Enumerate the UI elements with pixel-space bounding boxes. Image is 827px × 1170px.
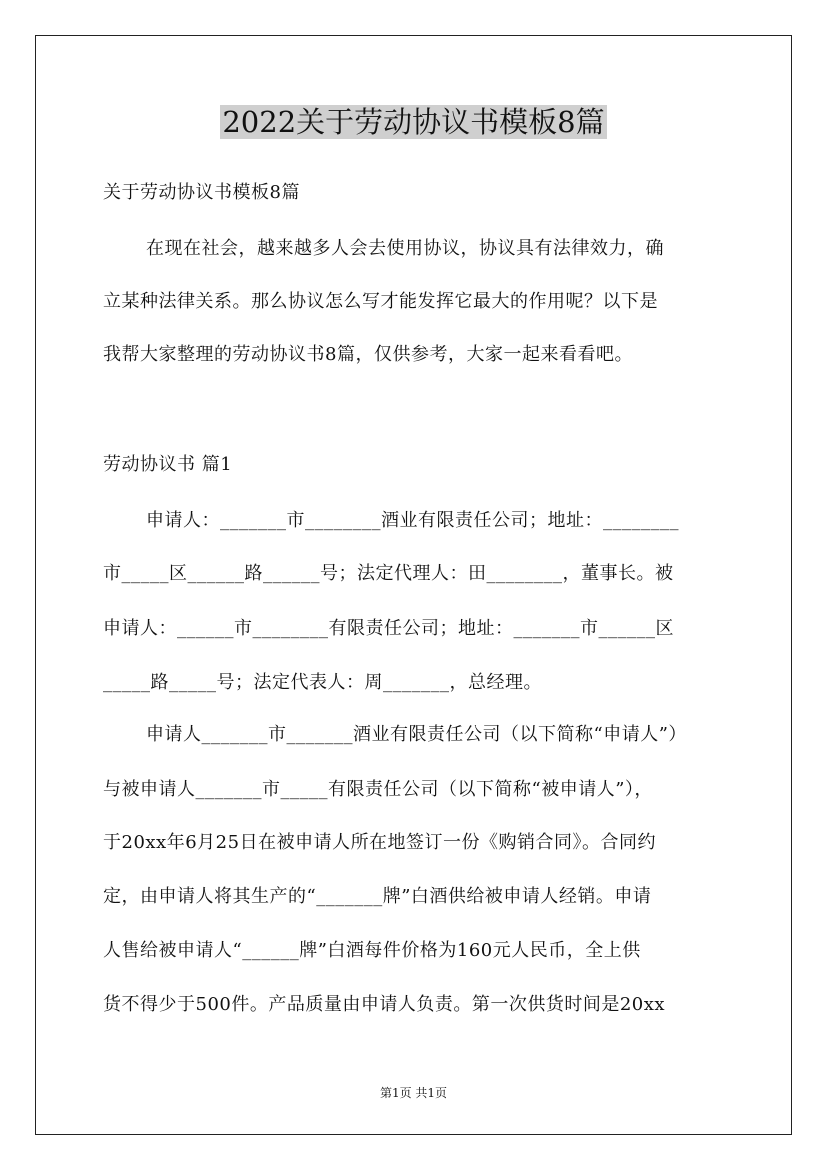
paragraph-2-line-6: 货不得少于500件。产品质量由申请人负责。第一次供货时间是20xx (103, 994, 666, 1015)
paragraph-1-line-2: 市_____区______路______号；法定代理人：田________，董事长。被 (103, 563, 674, 584)
page-footer: 第1页 共1页 (379, 1086, 448, 1100)
paragraph-2-line-4: 定，由申请人将其生产的“_______牌”白酒供给被申请人经销。申请 (103, 886, 652, 907)
paragraph-1-line-4: _____路_____号；法定代表人：周_______，总经理。 (103, 672, 542, 693)
section-heading: 劳动协议书 篇1 (103, 454, 233, 475)
document-title-text: 2022关于劳动协议书模板8篇 (222, 105, 605, 139)
subtitle-line: 关于劳动协议书模板8篇 (103, 182, 300, 203)
paragraph-2-line-5: 人售给被申请人“______牌”白酒每件价格为160元人民币，全上供 (103, 940, 641, 961)
document-title (0, 101, 827, 143)
paragraph-2-line-2: 与被申请人_______市_____有限责任公司（以下简称“被申请人”）， (103, 779, 653, 800)
paragraph-2-line-1: 申请人_______市_______酒业有限责任公司（以下简称“申请人”） (146, 724, 687, 745)
intro-line-2: 立某种法律关系。那么协议怎么写才能发挥它最大的作用呢？以下是 (103, 291, 658, 312)
intro-line-1: 在现在社会，越来越多人会去使用协议，协议具有法律效力，确 (146, 238, 664, 259)
intro-line-3: 我帮大家整理的劳动协议书8篇，仅供参考，大家一起来看看吧。 (103, 344, 633, 365)
paragraph-1-line-3: 申请人：______市________有限责任公司；地址：_______市______区 (103, 618, 674, 639)
paragraph-1-line-1: 申请人：_______市________酒业有限责任公司；地址：________ (146, 510, 679, 531)
paragraph-2-line-3: 于20xx年6月25日在被申请人所在地签订一份《购销合同》。合同约 (103, 832, 657, 853)
